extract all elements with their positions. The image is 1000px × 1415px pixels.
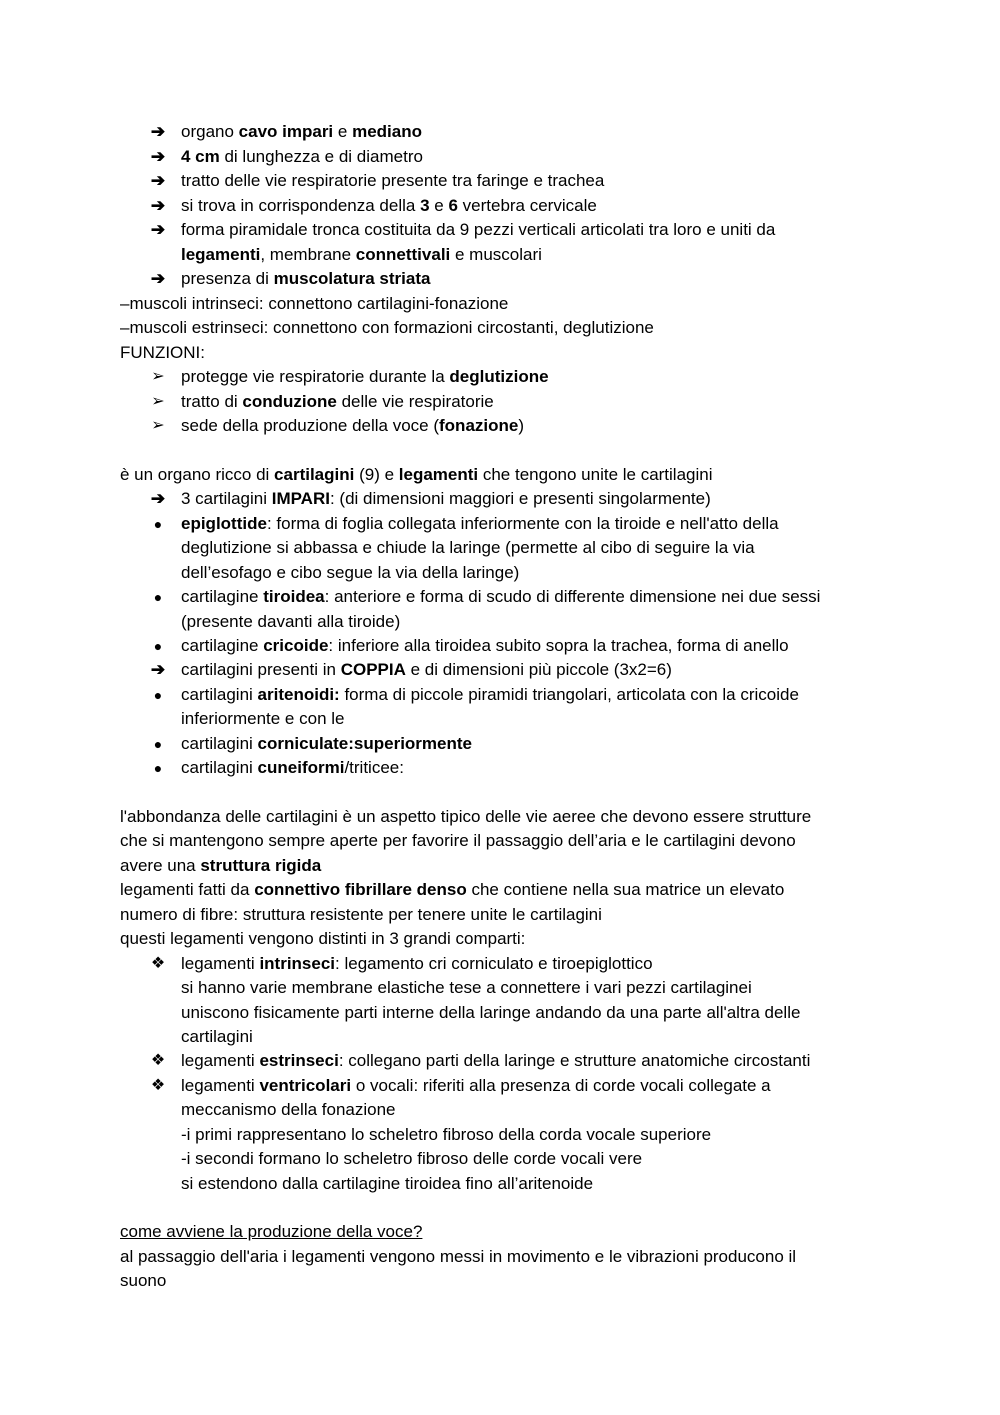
bold-term: 4 cm [181, 147, 220, 166]
dot-bullet-icon: ● [153, 760, 163, 776]
paragraph-line: numero di fibre: struttura resistente per tenere unite le cartilagini [120, 905, 602, 924]
paragraph-line: che si mantengono sempre aperte per favorire il passaggio dell’aria e le cartilagini devono [120, 831, 796, 850]
triangle-bullet-icon: ➢ [151, 368, 165, 385]
ligament-item-continuation: -i secondi formano lo scheletro fibroso delle corde vocali vere [181, 1149, 643, 1168]
function-item: sede della produzione della voce (fonazione) [181, 416, 525, 435]
answer-line: al passaggio dell'aria i legamenti vengono messi in movimento e le vibrazioni producono il [120, 1247, 797, 1266]
paragraph-line: legamenti fatti da connettivo fibrillare denso che contiene nella sua matrice un elevato [120, 880, 785, 899]
bold-term: connettivali [355, 245, 451, 264]
cartilage-item: epiglottide: forma di foglia collegata inferiormente con la tiroide e nell'atto della [181, 514, 779, 533]
cartilage-item-continuation: (presente davanti alla tiroide) [181, 612, 401, 631]
bold-term: epiglottide [181, 514, 267, 533]
ligament-item-continuation: cartilagini [181, 1027, 253, 1046]
bold-term: 3 [420, 196, 430, 215]
paragraph-line: avere una struttura rigida [120, 856, 322, 875]
arrow-bullet-icon: ➔ [150, 122, 166, 141]
list-item: si trova in corrispondenza della 3 e 6 vertebra cervicale [181, 196, 597, 215]
bold-term: cuneiformi [257, 758, 345, 777]
cartilage-item: 3 cartilagini IMPARI: (di dimensioni maggiori e presenti singolarmente) [181, 489, 711, 508]
bold-term: legamenti [398, 465, 479, 484]
arrow-bullet-icon: ➔ [150, 220, 166, 239]
cartilage-item-continuation: deglutizione si abbassa e chiude la laringe (permette al cibo di seguire la via [181, 538, 755, 557]
cartilage-item-continuation: inferiormente e con le [181, 709, 345, 728]
ligament-item: legamenti ventricolari o vocali: riferiti alla presenza di corde vocali collegate a [181, 1076, 771, 1095]
list-item: 4 cm di lunghezza e di diametro [181, 147, 423, 166]
cartilage-item-continuation: dell’esofago e cibo segue la via della laringe) [181, 563, 520, 582]
arrow-bullet-icon: ➔ [150, 269, 166, 288]
bold-term: IMPARI [271, 489, 330, 508]
diamond-bullet-icon: ❖ [150, 1052, 166, 1069]
function-item: protegge vie respiratorie durante la deglutizione [181, 367, 549, 386]
bold-term: 6 [448, 196, 458, 215]
bold-term: connettivo fibrillare denso [254, 880, 467, 899]
diamond-bullet-icon: ❖ [150, 1077, 166, 1094]
bold-term: struttura rigida [200, 856, 322, 875]
ligament-item-continuation: si hanno varie membrane elastiche tese a connettere i vari pezzi cartilaginei [181, 978, 752, 997]
dot-bullet-icon: ● [153, 638, 163, 654]
ligament-item: legamenti estrinseci: collegano parti della laringe e strutture anatomiche circostanti [181, 1051, 811, 1070]
dot-bullet-icon: ● [153, 516, 163, 532]
arrow-bullet-icon: ➔ [150, 171, 166, 190]
ligament-item-continuation: uniscono fisicamente parti interne della laringe andando da una parte all'altra delle [181, 1003, 801, 1022]
triangle-bullet-icon: ➢ [151, 417, 165, 434]
ligament-item-continuation: meccanismo della fonazione [181, 1100, 396, 1119]
ligament-item-continuation: -i primi rappresentano lo scheletro fibroso della corda vocale superiore [181, 1125, 712, 1144]
bold-term: estrinseci [259, 1051, 339, 1070]
bold-term: cavo impari [238, 122, 334, 141]
list-item: tratto delle vie respiratorie presente tra faringe e trachea [181, 171, 605, 190]
cartilage-item: cartilagini aritenoidi: forma di piccole piramidi triangolari, articolata con la cricoide [181, 685, 799, 704]
dot-bullet-icon: ● [153, 736, 163, 752]
list-item: organo cavo impari e mediano [181, 122, 422, 141]
bold-term: legamenti [181, 245, 261, 264]
bold-term: conduzione [242, 392, 337, 411]
bold-term: tiroidea [263, 587, 325, 606]
arrow-bullet-icon: ➔ [150, 196, 166, 215]
bold-term: mediano [352, 122, 422, 141]
answer-line: suono [120, 1271, 167, 1290]
ligament-item: legamenti intrinseci: legamento cri corniculato e tiroepiglottico [181, 954, 653, 973]
muscle-line: –muscoli estrinseci: connettono con formazioni circostanti, deglutizione [120, 318, 654, 337]
diamond-bullet-icon: ❖ [150, 955, 166, 972]
muscle-line: –muscoli intrinseci: connettono cartilagini-fonazione [120, 294, 509, 313]
cartilage-item: cartilagine cricoide: inferiore alla tiroidea subito sopra la trachea, forma di anello [181, 636, 789, 655]
bold-term: aritenoidi: [257, 685, 340, 704]
bold-term: ventricolari [259, 1076, 352, 1095]
bold-term: muscolatura striata [273, 269, 431, 288]
bold-term: corniculate:superiormente [257, 734, 472, 753]
functions-heading: FUNZIONI: [120, 343, 205, 362]
triangle-bullet-icon: ➢ [151, 393, 165, 410]
list-item-continuation: legamenti, membrane connettivali e muscolari [181, 245, 542, 264]
bold-term: cricoide [263, 636, 329, 655]
cartilage-item: cartilagine tiroidea: anteriore e forma di scudo di differente dimensione nei due sessi [181, 587, 821, 606]
bold-term: fonazione [439, 416, 519, 435]
bold-term: COPPIA [340, 660, 406, 679]
cartilage-item: cartilagini cuneiformi/triticee: [181, 758, 404, 777]
question-heading: come avviene la produzione della voce? [120, 1222, 423, 1241]
arrow-bullet-icon: ➔ [150, 660, 166, 679]
arrow-bullet-icon: ➔ [150, 489, 166, 508]
bold-term: cartilagini [274, 465, 355, 484]
dot-bullet-icon: ● [153, 589, 163, 605]
paragraph-line: l'abbondanza delle cartilagini è un aspetto tipico delle vie aeree che devono essere strutture [120, 807, 812, 826]
list-item: forma piramidale tronca costituita da 9 pezzi verticali articolati tra loro e uniti da [181, 220, 776, 239]
cartilage-intro: è un organo ricco di cartilagini (9) e legamenti che tengono unite le cartilagini [120, 465, 713, 484]
list-item: presenza di muscolatura striata [181, 269, 431, 288]
ligament-item-continuation: si estendono dalla cartilagine tiroidea fino all’aritenoide [181, 1174, 594, 1193]
dot-bullet-icon: ● [153, 687, 163, 703]
cartilage-item: cartilagini corniculate:superiormente [181, 734, 472, 753]
bold-term: intrinseci [259, 954, 336, 973]
cartilage-item: cartilagini presenti in COPPIA e di dimensioni più piccole (3x2=6) [181, 660, 672, 679]
function-item: tratto di conduzione delle vie respiratorie [181, 392, 494, 411]
arrow-bullet-icon: ➔ [150, 147, 166, 166]
paragraph-line: questi legamenti vengono distinti in 3 grandi comparti: [120, 929, 526, 948]
bold-term: deglutizione [449, 367, 549, 386]
